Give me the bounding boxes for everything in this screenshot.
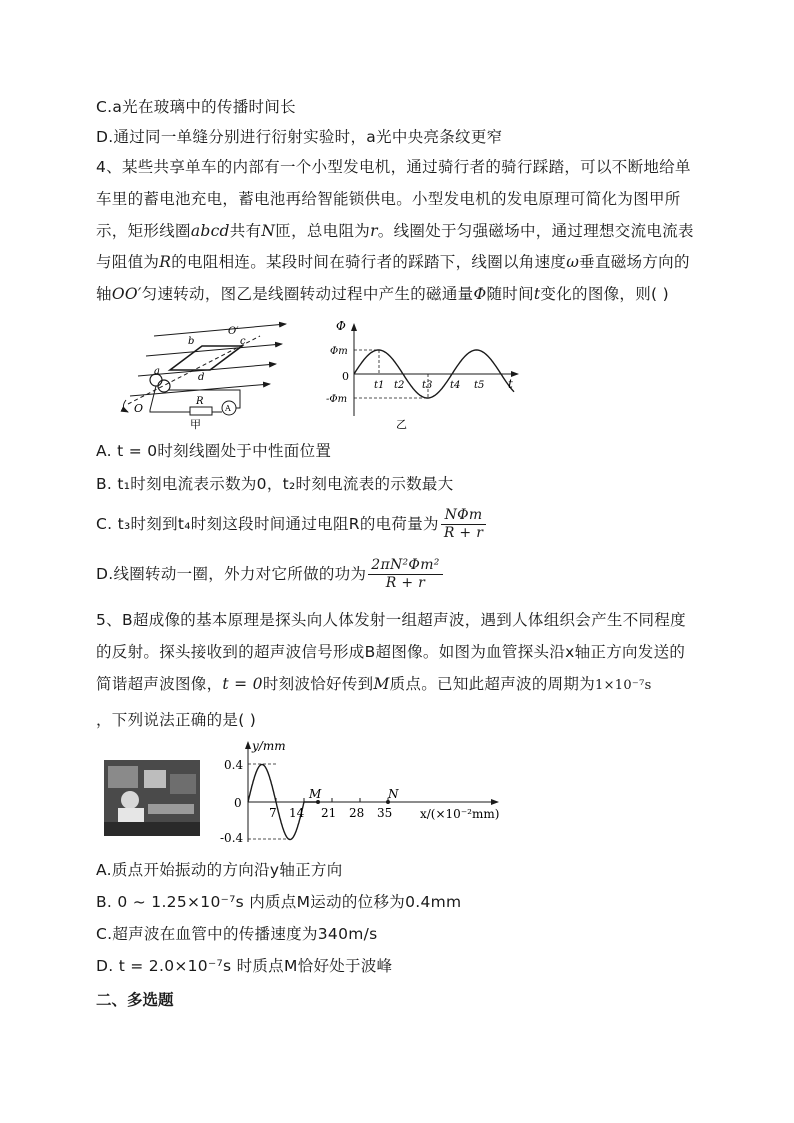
q3-option-c: C.a光在玻璃中的传播时间长 bbox=[96, 98, 296, 116]
q4-option-a: A. t = 0时刻线圈处于中性面位置 bbox=[96, 442, 332, 460]
wave-x-tick-21: 21 bbox=[321, 806, 337, 820]
q5-stem-line-1: 5、B超成像的基本原理是探头向人体发射一组超声波，遇到人体组织会产生不同程度 bbox=[96, 611, 686, 629]
label-a: a bbox=[154, 366, 160, 377]
q5-stem-line-3: 简谐超声波图像，t = 0时刻波恰好传到M质点。已知此超声波的周期为1×10⁻⁷s bbox=[96, 675, 652, 693]
time-axis-label: t bbox=[508, 377, 513, 391]
figure-jia-generator bbox=[110, 318, 300, 430]
wave-x-tick-14: 14 bbox=[289, 806, 305, 820]
q4-stem-line-3: 示，矩形线圈abcd共有N匝，总电阻为r。线圈处于匀强磁场中，通过理想交流电流表 bbox=[96, 222, 694, 240]
q5-option-a: A.质点开始振动的方向沿y轴正方向 bbox=[96, 861, 343, 879]
wave-y-axis-label: y/mm bbox=[252, 739, 286, 753]
q4-option-c-fraction: $\frac{\text{NΦm}}{R + r}$ bbox=[441, 507, 486, 542]
figure-wave-graph bbox=[218, 738, 502, 846]
q4-stem-line-5: 轴OO′匀速转动，图乙是线圈转动过程中产生的磁通量Φ随时间t变化的图像，则( ) bbox=[96, 285, 669, 303]
q5-stem-line-4: ，下列说法正确的是( ) bbox=[96, 711, 257, 729]
figure-yi-caption: 乙 bbox=[396, 418, 407, 430]
figure-yi-flux-graph bbox=[318, 318, 528, 430]
wave-origin-label: 0 bbox=[234, 796, 242, 810]
q4-stem-line-2: 车里的蓄电池充电，蓄电池再给智能锁供电。小型发电机的发电原理可简化为图甲所 bbox=[96, 190, 681, 208]
q5-stem-line-2: 的反射。探头接收到的超声波信号形成B超图像。如图为血管探头沿x轴正方向发送的 bbox=[96, 643, 686, 661]
tick-t2: t2 bbox=[394, 380, 405, 391]
flux-axis-label: Φ bbox=[336, 319, 346, 333]
wave-x-axis-label: x/(×10⁻²mm) bbox=[420, 807, 500, 821]
label-d: d bbox=[198, 372, 205, 383]
q4-option-b: B. t₁时刻电流表示数为0，t₂时刻电流表的示数最大 bbox=[96, 475, 454, 493]
label-b: b bbox=[188, 336, 195, 347]
q4-option-c: C. t₃时刻到t₄时刻这段时间通过电阻R的电荷量为 $\frac{\text{NΦm}}{R + r}$ bbox=[96, 506, 486, 542]
label-r: R bbox=[196, 396, 204, 407]
wave-y-top-label: 0.4 bbox=[224, 758, 244, 772]
q3-option-d: D.通过同一单缝分别进行衍射实验时，a光中央亮条纹更窄 bbox=[96, 128, 503, 146]
ammeter-icon: A bbox=[225, 404, 231, 413]
label-o: O bbox=[134, 402, 144, 415]
tick-t4: t4 bbox=[450, 380, 461, 391]
phim-label: Φm bbox=[330, 346, 348, 357]
section-heading-multiple-choice: 二、多选题 bbox=[96, 991, 174, 1009]
label-m: M bbox=[309, 787, 322, 801]
tick-t5: t5 bbox=[474, 380, 485, 391]
wave-x-tick-35: 35 bbox=[377, 806, 393, 820]
q4-option-d: D.线圈转动一圈，外力对它所做的功为 $\frac{\text{2πN²Φm²}}{R + r}$ bbox=[96, 556, 443, 592]
wave-x-tick-28: 28 bbox=[349, 806, 365, 820]
neg-phim-label: -Φm bbox=[326, 394, 348, 405]
origin-label: 0 bbox=[342, 370, 349, 383]
wave-y-bottom-label: -0.4 bbox=[220, 831, 244, 845]
label-n: N bbox=[388, 787, 399, 801]
label-o-prime: O′ bbox=[228, 326, 239, 337]
label-c: c bbox=[240, 336, 246, 347]
ultrasound-photo bbox=[104, 760, 200, 836]
q4-stem-line-1: 4、某些共享单车的内部有一个小型发电机，通过骑行者的骑行踩踏，可以不断地给单 bbox=[96, 158, 691, 176]
wave-x-tick-7: 7 bbox=[269, 806, 277, 820]
q4-stem-line-4: 与阻值为R的电阻相连。某段时间在骑行者的踩踏下，线圈以角速度ω垂直磁场方向的 bbox=[96, 253, 690, 271]
q5-option-d: D. t = 2.0×10⁻⁷s 时质点M恰好处于波峰 bbox=[96, 957, 393, 975]
tick-t3: t3 bbox=[422, 380, 433, 391]
q4-option-d-fraction: $\frac{\text{2πN²Φm²}}{R + r}$ bbox=[368, 557, 442, 592]
q5-option-b: B. 0 ~ 1.25×10⁻⁷s 内质点M运动的位移为0.4mm bbox=[96, 893, 462, 911]
tick-t1: t1 bbox=[374, 380, 385, 391]
figure-jia-caption: 甲 bbox=[190, 418, 201, 430]
q5-option-c: C.超声波在血管中的传播速度为340m/s bbox=[96, 925, 378, 943]
